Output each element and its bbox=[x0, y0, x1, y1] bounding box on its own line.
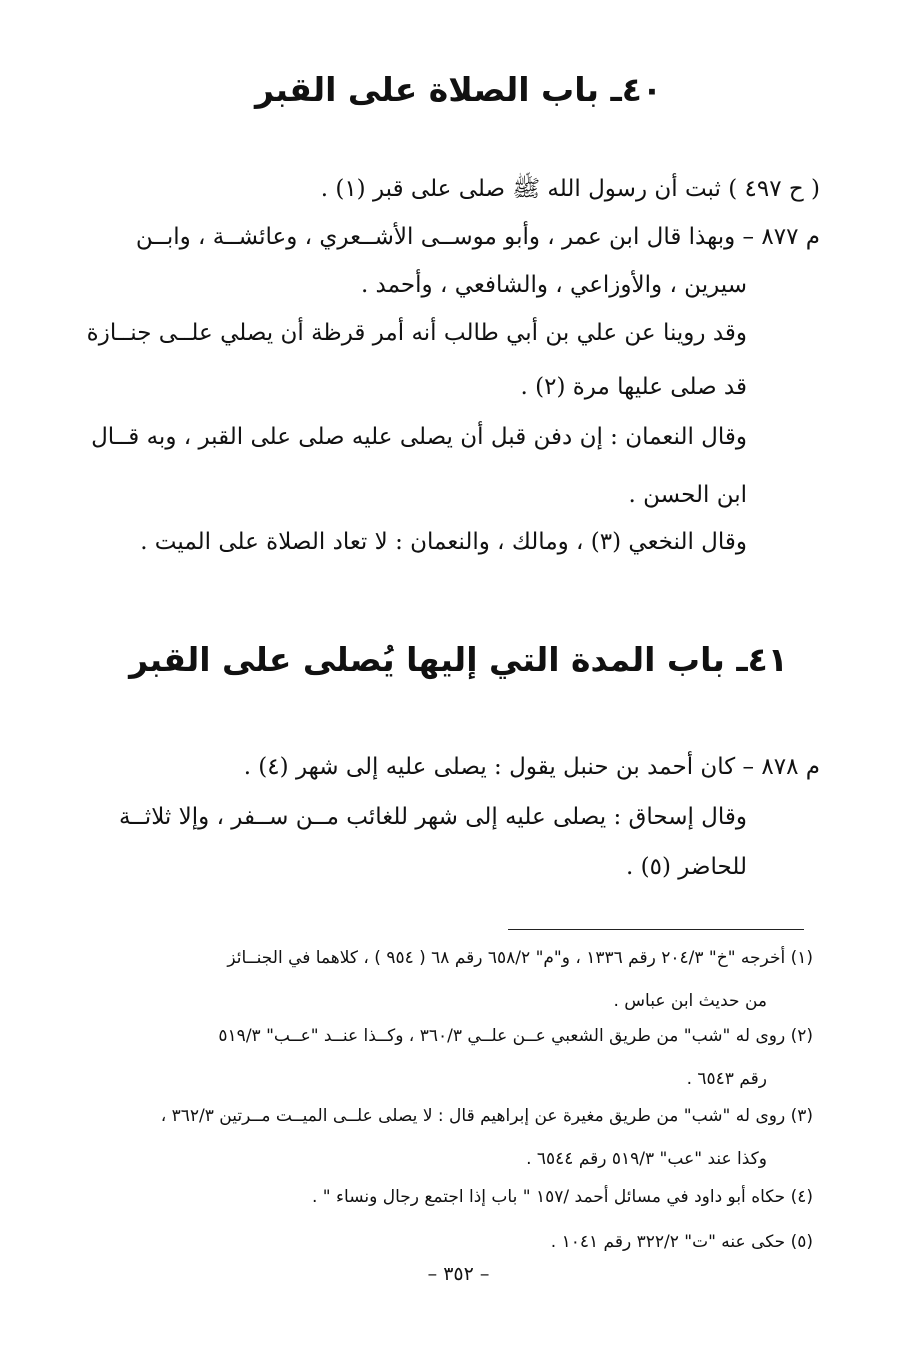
footnote-2: (٢) روى له "شب" من طريق الشعبي عــن علــي ٣٦٠/٣ ، وكــذا عنــد "عــب" ٥١٩/٣ bbox=[218, 1026, 813, 1046]
body-line: قد صلى عليها مرة (٢) . bbox=[520, 374, 747, 400]
hadith-497: ( ح ٤٩٧ ) ثبت أن رسول الله ﷺ صلى على قبر (١) . bbox=[320, 176, 820, 202]
page-number: – ٣٥٢ – bbox=[427, 1263, 490, 1285]
footnote-5: (٥) حكى عنه "ت" ٣٢٢/٢ رقم ١٠٤١ . bbox=[550, 1232, 813, 1252]
body-line: وقد روينا عن علي بن أبي طالب أنه أمر قرظة أن يصلي علــى جنــازة bbox=[86, 320, 747, 346]
body-line: للحاضر (٥) . bbox=[626, 854, 747, 880]
body-line: سيرين ، والأوزاعي ، والشافعي ، وأحمد . bbox=[360, 272, 747, 298]
body-line: وقال النعمان : إن دفن قبل أن يصلى عليه صلى على القبر ، وبه قــال bbox=[91, 424, 747, 450]
footnote-4: (٤) حكاه أبو داود في مسائل أحمد /١٥٧ " باب إذا اجتمع رجال ونساء " . bbox=[312, 1187, 813, 1207]
footnote-3-cont: وكذا عند "عب" ٥١٩/٣ رقم ٦٥٤٤ . bbox=[526, 1149, 767, 1169]
body-line: ابن الحسن . bbox=[628, 482, 747, 508]
issue-878: م ٨٧٨ – كان أحمد بن حنبل يقول : يصلى عليه إلى شهر (٤) . bbox=[243, 754, 820, 780]
section-heading-40: ٤٠ـ باب الصلاة على القبر bbox=[254, 70, 663, 109]
footnote-2-cont: رقم ٦٥٤٣ . bbox=[686, 1069, 767, 1089]
footnote-1: (١) أخرجه "خ" ٢٠٤/٣ رقم ١٣٣٦ ، و"م" ٦٥٨/٢ رقم ٦٨ ( ٩٥٤ ) ، كلاهما في الجنــائز bbox=[227, 948, 813, 968]
footnote-1-cont: من حديث ابن عباس . bbox=[613, 991, 767, 1011]
section-heading-41: ٤١ـ باب المدة التي إليها يُصلى على القبر bbox=[129, 640, 788, 679]
issue-877: م ٨٧٧ – وبهذا قال ابن عمر ، وأبو موســى الأشــعري ، وعائشــة ، وابــن bbox=[135, 224, 820, 250]
footnote-3: (٣) روى له "شب" من طريق مغيرة عن إبراهيم قال : لا يصلى علــى الميــت مــرتين ٣٦٢/٣ ، bbox=[160, 1106, 813, 1126]
body-line: وقال النخعي (٣) ، ومالك ، والنعمان : لا تعاد الصلاة على الميت . bbox=[140, 529, 747, 555]
body-line: وقال إسحاق : يصلى عليه إلى شهر للغائب مــن ســفر ، وإلا ثلاثــة bbox=[119, 804, 747, 830]
footnote-separator bbox=[508, 929, 804, 930]
